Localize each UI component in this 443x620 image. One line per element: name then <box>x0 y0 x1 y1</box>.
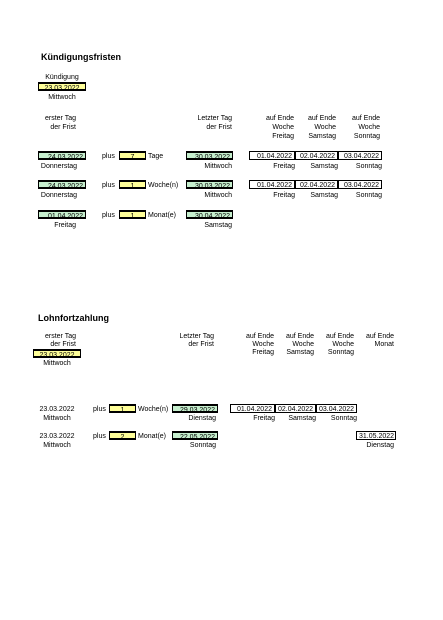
s2-col-end-saturday-2: Woche <box>292 341 314 348</box>
s2-row1-end-saturday: 02.04.2022 <box>275 404 316 413</box>
kuendigung-date-input[interactable]: 23.03.2022 <box>38 82 86 91</box>
s2-row1-plus: plus <box>93 406 106 413</box>
row1-start-date: 24.03.2022 <box>38 151 86 160</box>
col-end-friday-1: auf Ende <box>265 115 294 122</box>
section-title-kuendigungsfristen: Kündigungsfristen <box>41 52 121 62</box>
col-end-sunday-1: auf Ende <box>351 115 380 122</box>
row2-number-input[interactable]: 1 <box>119 180 146 189</box>
col-end-saturday-1: auf Ende <box>307 115 336 122</box>
s2-first-date-input[interactable]: 23.03.2022 <box>33 349 81 358</box>
s2-col-first-day-sub: der Frist <box>50 341 76 348</box>
row1-end-friday-day: Freitag <box>273 163 295 170</box>
kuendigung-weekday: Mittwoch <box>48 94 76 101</box>
row2-end-sunday-day: Sonntag <box>355 192 382 199</box>
row2-end-friday-day: Freitag <box>273 192 295 199</box>
col-last-day-sub: der Frist <box>206 124 232 131</box>
s2-col-end-saturday-1: auf Ende <box>285 333 314 340</box>
s2-col-first-day-label: erster Tag <box>45 333 76 340</box>
row1-end-sunday: 03.04.2022 <box>338 151 382 160</box>
row2-end-date: 30.03.2022 <box>186 180 233 189</box>
row2-start-date: 24.03.2022 <box>38 180 86 189</box>
s2-row1-end-weekday: Dienstag <box>188 415 216 422</box>
row1-plus: plus <box>102 153 115 160</box>
s2-row2-unit: Monat(e) <box>138 433 167 440</box>
s2-row2-start-date: 23.03.2022 <box>39 433 75 440</box>
row2-end-sunday: 03.04.2022 <box>338 180 382 189</box>
col-end-sunday-2: Woche <box>358 124 380 131</box>
col-first-day-sub: der Frist <box>50 124 76 131</box>
col-first-day-label: erster Tag <box>45 115 76 122</box>
s2-row2-end-date: 22.05.2022 <box>172 431 218 440</box>
s2-row1-end-friday: 01.04.2022 <box>230 404 275 413</box>
s2-row1-start-weekday: Mittwoch <box>43 415 71 422</box>
s2-row1-number-input[interactable]: 1 <box>109 404 136 413</box>
s2-col-end-sunday-2: Woche <box>332 341 354 348</box>
row1-unit: Tage <box>148 153 164 160</box>
s2-row1-end-sunday: 03.04.2022 <box>316 404 357 413</box>
row1-end-weekday: Mittwoch <box>204 163 232 170</box>
row1-end-saturday: 02.04.2022 <box>295 151 338 160</box>
s2-row2-end-weekday: Sonntag <box>189 442 216 449</box>
row3-unit: Monat(e) <box>148 212 177 219</box>
col-last-day-label: Letzter Tag <box>197 115 232 122</box>
row2-start-weekday: Donnerstag <box>40 192 78 199</box>
row3-number-input[interactable]: 1 <box>119 210 146 219</box>
s2-col-end-month-1: auf Ende <box>365 333 394 340</box>
s2-row2-number-input[interactable]: 2 <box>109 431 136 440</box>
s2-row2-end-month-day: Dienstag <box>366 442 394 449</box>
s2-row1-end-sunday-day: Sonntag <box>330 415 357 422</box>
row1-end-friday: 01.04.2022 <box>249 151 295 160</box>
col-end-saturday-3: Samstag <box>308 133 336 140</box>
s2-col-end-friday-3: Freitag <box>252 349 274 356</box>
section-title-lohnfortzahlung: Lohnfortzahlung <box>38 313 109 323</box>
s2-col-end-sunday-1: auf Ende <box>325 333 354 340</box>
col-end-saturday-2: Woche <box>314 124 336 131</box>
s2-col-end-friday-2: Woche <box>252 341 274 348</box>
s2-col-end-friday-1: auf Ende <box>245 333 274 340</box>
row1-start-weekday: Donnerstag <box>40 163 78 170</box>
s2-col-end-month-2: Monat <box>374 341 394 348</box>
s2-col-last-day-label: Letzter Tag <box>179 333 214 340</box>
s2-col-end-sunday-3: Sonntag <box>327 349 354 356</box>
kuendigung-label: Kündigung <box>45 74 79 81</box>
row1-number-input[interactable]: 7 <box>119 151 146 160</box>
col-end-sunday-3: Sonntag <box>353 133 380 140</box>
row2-end-saturday: 02.04.2022 <box>295 180 338 189</box>
s2-col-end-saturday-3: Samstag <box>286 349 314 356</box>
row2-end-weekday: Mittwoch <box>204 192 232 199</box>
s2-row2-plus: plus <box>93 433 106 440</box>
row3-end-weekday: Samstag <box>204 222 232 229</box>
s2-row1-start-date: 23.03.2022 <box>39 406 75 413</box>
row2-end-saturday-day: Samstag <box>310 192 338 199</box>
s2-row1-end-date: 29.03.2022 <box>172 404 218 413</box>
row3-plus: plus <box>102 212 115 219</box>
row3-start-date: 01.04.2022 <box>38 210 86 219</box>
s2-row2-end-month: 31.05.2022 <box>356 431 396 440</box>
row3-start-weekday: Freitag <box>54 222 76 229</box>
row1-end-date: 30.03.2022 <box>186 151 233 160</box>
row2-end-friday: 01.04.2022 <box>249 180 295 189</box>
s2-row2-start-weekday: Mittwoch <box>43 442 71 449</box>
row2-unit: Woche(n) <box>148 182 179 189</box>
row3-end-date: 30.04.2022 <box>186 210 233 219</box>
s2-row1-end-friday-day: Freitag <box>253 415 275 422</box>
s2-col-last-day-sub: der Frist <box>188 341 214 348</box>
row2-plus: plus <box>102 182 115 189</box>
col-end-friday-2: Woche <box>272 124 294 131</box>
s2-row1-unit: Woche(n) <box>138 406 169 413</box>
row1-end-saturday-day: Samstag <box>310 163 338 170</box>
s2-first-weekday: Mittwoch <box>43 360 71 367</box>
row1-end-sunday-day: Sonntag <box>355 163 382 170</box>
col-end-friday-3: Freitag <box>272 133 294 140</box>
s2-row1-end-saturday-day: Samstag <box>288 415 316 422</box>
